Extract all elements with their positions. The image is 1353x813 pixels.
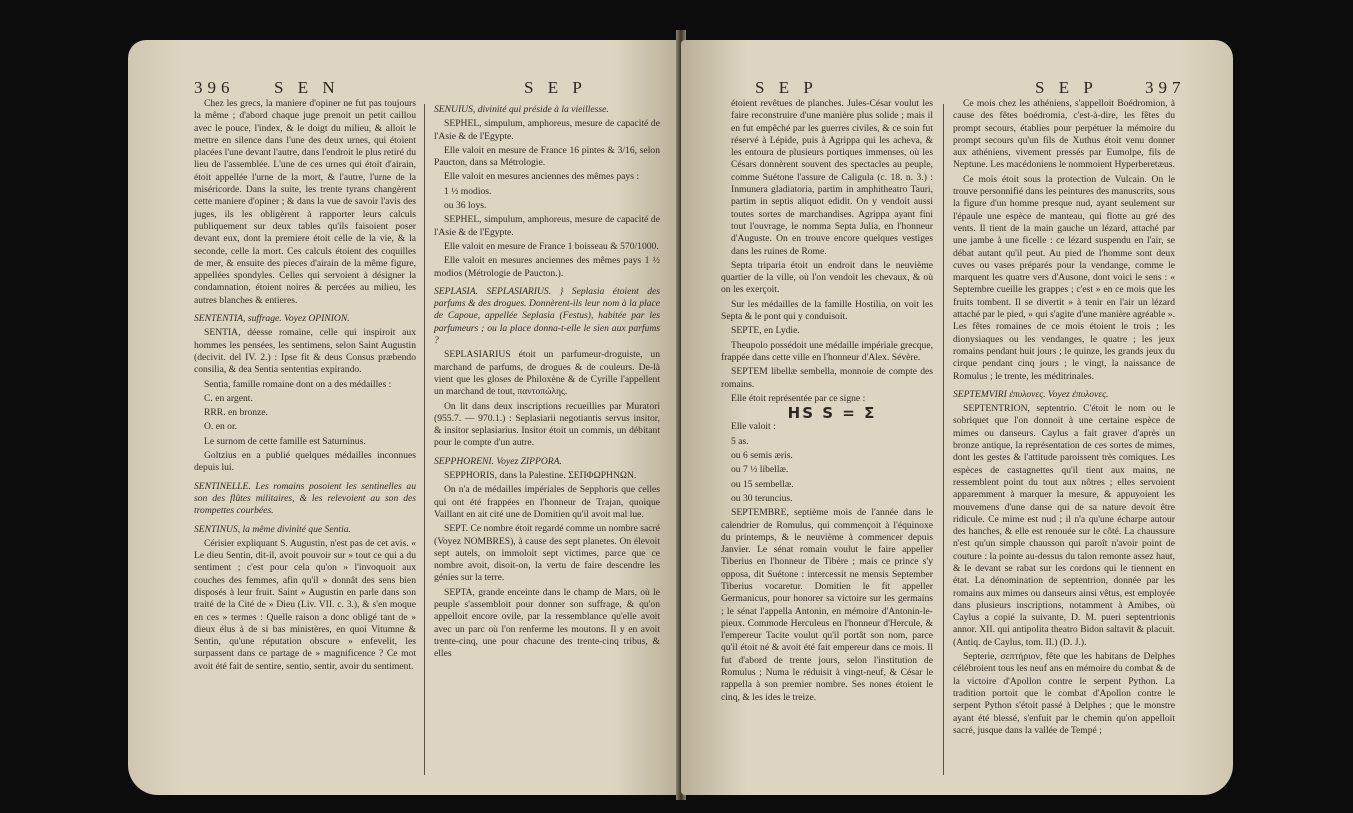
text-column [953,98,1175,795]
entry-heading: SEPLASIA. SEPLASIARIUS. } Seplasia étoient des parfums & des drogues. Donnèrent-ils leur nom à la place de Capoue, appellée Seplasia (Festus), habitée par les parfumeurs ; ou la place donna-t-elle le sien aux parfums ? [434,285,660,347]
paragraph: O. en or. [204,421,238,433]
paragraph: SEPTE, en Lydie. [731,325,800,337]
paragraph: ou 30 teruncius. [731,492,793,504]
paragraph: Elle valoit en mesures anciennes des mêmes pays : [444,171,640,183]
paragraph: C. en argent. [204,392,253,404]
paragraph: Elle étoit représentée par ce signe : [731,392,866,404]
running-head: S E P [524,78,587,97]
paragraph: étoient revêtues de planches. Jules-César voulut les faire reconstruire d'une manière plus solide ; mais il en fut empêché par les guerres civiles, & ce soin fut réservé à Lépide, puis à Agrippa qui les acheva, & les entoura de plusieurs portiques immenses, où les Césars donnèrent souvent des spectacles au peuple, comme Suétone l'assure de Caligula (c. 18. n. 3.) : Inmunera gladiatoria, partim in amphitheatro Tauri, partim in septis aliquot edidit. On y vendoit aussi toutes sortes de marchandises. Agrippa ayant fini tout l'ouvrage, le nomma Septa Julia, en l'honneur d'Auguste. On en trouve encore quelques vestiges dans les ruines de Rome. [731,98,933,257]
text-column [434,98,660,795]
entry-heading: SENTENTIA, suffrage. Voyez OPINION. [194,313,350,325]
open-book [128,30,1233,800]
paragraph: Elle valoit en mesures anciennes des mêmes pays 1 ½ modios (Métrologie de Paucton.). [434,255,660,279]
paragraph: SEPHEL, simpulum, amphoreus, mesure de capacité de l'Asie & de l'Egypte. [434,214,660,238]
paragraph: Sentia, famille romaine dont on a des médailles : [204,378,392,390]
text-column [194,98,416,795]
paragraph: Elle valoit en mesure de France 1 boisseau & 570/1000. [444,240,659,252]
paragraph: RRR. en bronze. [204,407,268,419]
entry-heading: SEPTEMVIRI ἐπυλονες. Voyez ἐπυλονες. [953,388,1109,400]
entry-heading: SENUIUS, divinité qui préside à la vieillesse. [434,104,609,115]
paragraph: SEPHEL, simpulum, amphoreus, mesure de capacité de l'Asie & de l'Egypte. [434,118,660,142]
paragraph: ou 6 semis æris. [731,450,793,462]
left-page-header [194,78,666,100]
running-head: S E P [755,78,818,97]
paragraph: ou 7 ½ libellæ. [731,464,789,476]
text-column [721,98,933,795]
paragraph: Elle valoit en mesure de France 16 pintes & 3/16, selon Paucton, dans sa Métrologie. [434,144,660,169]
paragraph: Cérisier expliquant S. Augustin, n'est pas de cet avis. « Le dieu Sentin, dit-il, avoit pouvoir sur » tout ce qui a du sentiment ; c'est pour cela qu'on » l'invoquoit aux couches des femmes, afin qu'il » donnât des sens bien disposés à leur fruit. Saint » Augustin en parle dans son traité de la Cité de » Dieu (Liv. VII. c. 3.), & s'en moque en ces » termes : Quelle raison a donc obligé tant de » dieux élus à de si bas ministères, en quoi Vitumne & Sentin, qu'une réputation obscure » enfevelit, les surpassent dans ce partage de » magnificence ? Ce mot avoit été fait de sentire, sentio, sentir, avoir du sentiment. [194,537,416,672]
paragraph: Goltzius en a publié quelques médailles inconnues depuis lui. [194,450,416,474]
running-head: S E N [274,78,340,97]
paragraph: Le surnom de cette famille est Saturninus. [204,435,366,447]
paragraph: ou 36 loys. [444,200,487,212]
entry-heading: SEPPHORENI. Voyez ZIPPORA. [434,455,562,467]
currency-symbol: HS S = Σ [787,404,877,423]
paragraph: Ce mois étoit sous la protection de Vulcain. On le trouve personnifié dans les peintures des manuscrits, sous la figure d'un homme presque nud, ayant seulement sur l'épaule une espèce de manteau, qui flotte au gré des vents. Il tient de la main gauche un lézard, attaché par une jambe à une ficelle : ce lézard suspendu en l'air, se débat autant qu'il peut. Au pied de l'homme sont deux cuves ou vases préparés pour la vendange, comme le marquent les quatre vers d'Ausone, dont voici le sens : « Septembre cueille les grappes ; c'est » en ce mois que les fruits tombent. Il se divertit » à tenir en l'air un lézard attaché par le pied, » qui s'agite d'une manière agréable ». Les fêtes romaines de ce mois étoient le trois ; les dionysiaques ou les vendanges, le quatre ; les jeux romains pendant huit jours ; le quinze, les grands jeux du cirque pendant cinq jours ; le vingt, la naissance de Romulus ; le trente, les méditrinales. [953,173,1175,382]
paragraph: Theupolo possédoit une médaille impériale grecque, frappée dans cette ville en l'honneur d'Alex. Sévère. [721,339,933,363]
paragraph: Sur les médailles de la famille Hostilia, on voit les Septa & le pont qui y conduisoit. [721,298,933,323]
paragraph: 1 ½ modios. [444,185,492,197]
paragraph: SEPT. Ce nombre étoit regardé comme un nombre sacré (Voyez NOMBRES), à cause des sept planetes. On élevoit sept autels, on immoloit sept victimes, parce que ce nombre avoit, disoit-on, la vertu de faire descendre les génies sur la terre. [434,523,660,584]
paragraph: 5 as. [731,435,749,447]
paragraph: SEPPHORIS, dans la Palestine. ΣΕΠΦΩΡΗΝΩΝ. [444,470,637,482]
paragraph: Septerie, σεπτήριον, fête que les habitans de Delphes célébroient tous les neuf ans en mémoire du combat & de la victoire d'Apollon contre le serpent Python. La tradition portoit que le combat d'Apollon contre le serpent Python s'étoit passé à Delphes ; que le monstre ayant été blessé, s'enfuit par le chemin qu'on appelloit sacré, jusque dans la vallée de Tempé ; [953,651,1175,736]
right-page [681,40,1233,795]
paragraph: Chez les grecs, la maniere d'opiner ne fut pas toujours la même ; d'abord chaque juge prenoit un petit caillou avec le pouce, l'index, & le doigt du milieu, & alloit le mettre en silence dans l'une des deux urnes, qui étoient placées l'une devant l'autre, dans l'endroit le plus retiré du lieu de l'assemblée. L'une de ces urnes qui étoit d'airain, étoit appellée l'urne de la mort, & l'autre, l'urne de la miséricorde. Dans la suite, les trente tyrans changèrent cette maniere d'opiner ; & dans la vue de savoir l'avis des juges, ils les obligèrent à rapporter leurs calculs publiquement sur deux tables qu'ils faisoient poser devant eux, dont la premiere étoit celle de la vie, & la seconde, celle la mort. Ces calculs étoient des coquilles de mer, & ensuite des pieces d'airain de la même figure, appellées spondyles. Celles qui servoient à désigner la condamnation, étoient noires & percées au milieu, les autres blanches & entieres. [194,98,416,306]
paragraph: SEPTEM libellæ sembella, monnoie de compte des romains. [721,366,933,390]
paragraph: SEPTA, grande enceinte dans le champ de Mars, où le peuple s'assembloit pour donner son suffrage, & qu'on appelloit encore ovile, par la ressemblance qu'elle avoit avec un parc où l'on renferme les moutons. Il y en avoit trente-cinq, une pour chacune des trente-cinq tribus, & elles [434,586,660,660]
left-page [128,40,680,795]
column-rule [943,104,944,775]
paragraph: On n'a de médailles impériales de Sepphoris que celles qui ont été frappées en l'honneur de Trajan, quoique Vaillant en ait cité une de Domitien qu'il avoit mal lue. [434,484,660,520]
paragraph: SEPTEMBRE, septième mois de l'année dans le calendrier de Romulus, qui commençoit à l'équinoxe du printemps, & le neuvième à commencer depuis Janvier. Le sénat romain voulut le faire appeller Tiberius en l'honneur de Tibère ; mais ce prince s'y opposa, dit Suétone : intercessit ne mensis September Tiberius vocaretur. Domitien le fit appeller Germanicus, pour honorer sa victoire sur les germains ; le sénat l'appella Antonin, en mémoire d'Antonin-le-pieux. Commode Herculeus en l'honneur d'Hercule, & l'empereur Tacite voulut qu'il portât son nom, parce qu'il étoit né & avoit été fait empereur dans ce mois. Il fut d'abord de trente jours, selon l'institution de Romulus ; Numa le réduisit à vingt-neuf, & César le rappella à son premier nombre. Ses nones étoient le cinq, & les ides le treize. [721,507,933,703]
entry-heading: SENTINUS, la même divinité que Sentia. [194,523,351,535]
paragraph: On lit dans deux inscriptions recueillies par Muratori (955.7. — 970.1.) : Seplasiarii negotiantis servus insitor, & insitor seplasiarius. Insitor étoit un commis, un débitant pour le compte d'un autre. [434,400,660,449]
paragraph: ou 15 sembellæ. [731,478,794,490]
running-head: S E P [1035,78,1098,97]
paragraph: SEPTENTRION, septentrio. C'étoit le nom ou le sobriquet que l'on donnoit à une certaine espèce de mimes ou danseurs. Caylus a fait graver d'après un bronze antique, la représentation de ces sortes de mimes, dont les gestes & l'attitude paroissent très comiques. Les espèces de castagnettes qu'il tient aux mains, ne ressemblent point du tout aux nôtres ; elles servoient apparemment à marquer la mesure, & appuyoient les mouvemens d'une danse qui de sa nature devoit être ridicule. Ce mime est nud ; il n'a qu'une écharpe autour des hanches, & elle est renouée sur le côté. La chaussure n'est qu'un simple chausson qui paroît n'avoir point de couture : la pointe au-dessus du talon remonte assez haut, & le devant se rabat sur les cordons qui le tiennent en état. La dénomination de septentrion, donnée par les romains aux mimes ou danseurs ainsi vêtus, est employée dans plusieurs inscriptions, notamment à Amibes, où Caylus a copié la suivante, D. M. pueri septentrionis annor. XII. qui antipolita theatro Bidon saltavit & placuit. (Antiq. de Caylus, tom. II.) (D. J.). [953,403,1175,648]
page-number: 397 [1145,78,1186,97]
paragraph: SENTIA, déesse romaine, celle qui inspiroit aux hommes les pensées, les sentimens, selon Saint Augustin (decivit. del IV. 2.) : Ipse fit & deus Consus præbendo consilia, & dea Sentia sententias expirando. [194,327,416,376]
paragraph: Ce mois chez les athéniens, s'appelloit Boédromion, à cause des fêtes boédromia, c'est-à-dire, les fêtes du prompt secours, établies pour perpétuer la mémoire du prompt secours qu'un fils de Xuthus étoit venu donner aux athéniens, vivement pressés par Eumolpe, fils de Neptune. Les macédoniens le nommoient Hyperberetæus. [953,98,1175,171]
entry-heading: SENTINELLE. Les romains posoient les sentinelles au son des flûtes militaires, & les relevoient au son des trompettes courbées. [194,480,416,517]
paragraph: SEPLASIARIUS étoit un parfumeur-droguiste, un marchand de parfums, de drogues & de couleurs. De-là vient que les gloses de Philoxène & de Cyrille l'appellent un marchand de tout, παντοπώλης. [434,349,660,398]
column-rule [424,104,425,775]
page-number: 396 [194,78,235,97]
right-page-header [725,78,1193,100]
paragraph: Elle valoit : [731,421,776,433]
paragraph: Septa triparia étoit un endroit dans le neuvième quartier de la ville, où l'on vendoit les chevaux, & où on les exerçoit. [721,259,933,296]
